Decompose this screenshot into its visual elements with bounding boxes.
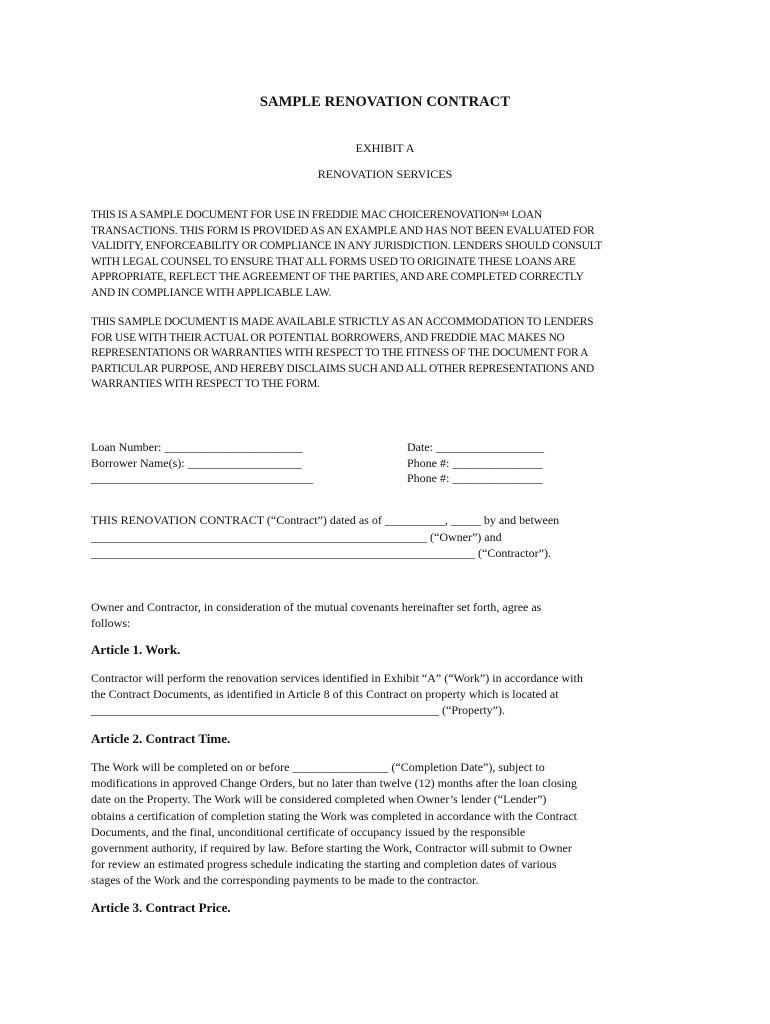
document-title: SAMPLE RENOVATION CONTRACT (259, 94, 511, 110)
article-2-text: The Work will be completed on or before ________________ (“Completion Date”), subject to modifications in approved Change Orders, but no later than twelve (12) months after the loan closing date on the Property. The Work will be considered completed when Owner’s lender (“Lender”) obtains a certification of completion stating the Work was completed in accordance with the Contract Documents, and the final, unconditional certificate of occupancy issued by the responsible government authority, if required by law. Before starting the Work, Contractor will submit to Owner for review an estimated progress schedule indicating the starting and completion dates of various stages of the Work and the corresponding payments to be made to the contractor. (91, 760, 577, 888)
service-mark-superscript: SM (498, 210, 509, 218)
covenant-paragraph: Owner and Contractor, in consideration of the mutual covenants hereinafter set forth, agree as follows: (91, 600, 542, 631)
contract-intro-paragraph: THIS RENOVATION CONTRACT (“Contract”) dated as of __________, _____ by and between ________________________________________________________ (“Owner”) and ________________________________________________________________ (“Contractor”). (91, 513, 560, 560)
article-2-heading: Article 2. Contract Time. (91, 731, 231, 746)
disclaimer-paragraph-1 (91, 208, 683, 302)
date-phone-fields: Date: __________________ Phone #: _______________ Phone #: _______________ (407, 440, 544, 486)
exhibit-label: EXHIBIT A (355, 141, 415, 155)
disclaimer-paragraph-2: THIS SAMPLE DOCUMENT IS MADE AVAILABLE STRICTLY AS AN ACCOMMODATION TO LENDERS FOR USE WITH THEIR ACTUAL OR POTENTIAL BORROWERS, AND FREDDIE MAC MAKES NO REPRESENTATIONS OR WARRANTIES WITH RESPECT TO THE FITNESS OF THE DOCUMENT FOR A PARTICULAR PURPOSE, AND HEREBY DISCLAIMS SUCH AND ALL OTHER REPRESENTATIONS AND WARRANTIES WITH RESPECT TO THE FORM. (91, 316, 594, 391)
article-3-heading: Article 3. Contract Price. (91, 900, 231, 915)
exhibit-subtitle: RENOVATION SERVICES (317, 167, 453, 181)
disclaimer-1-text-b: LOAN TRANSACTIONS. THIS FORM IS PROVIDED AS AN EXAMPLE AND HAS NOT BEEN EVALUATED FOR VALIDITY, ENFORCEABILITY OR COMPLIANCE IN ANY JURISDICTION. LENDERS SHOULD CONSULT WITH LEGAL COUNSEL TO ENSURE THAT ALL FORMS USED TO ORIGINATE THESE LOANS ARE APPROPRIATE, REFLECT THE AGREEMENT OF THE PARTIES, AND ARE COMPLETED CORRECTLY AND IN COMPLIANCE WITH APPLICABLE LAW. (91, 209, 602, 299)
article-1-heading: Article 1. Work. (91, 642, 181, 657)
article-1-text: Contractor will perform the renovation services identified in Exhibit “A” (“Work”) in accordance with the Contract Documents, as identified in Article 8 of this Contract on property which is located at __________________________________________________________ (“Property”). (91, 671, 583, 718)
loan-borrower-fields: Loan Number: _______________________ Borrower Name(s): ___________________ _____________________________________ (91, 440, 313, 486)
disclaimer-1-text-a: THIS IS A SAMPLE DOCUMENT FOR USE IN FREDDIE MAC CHOICERENOVATION (91, 209, 499, 221)
